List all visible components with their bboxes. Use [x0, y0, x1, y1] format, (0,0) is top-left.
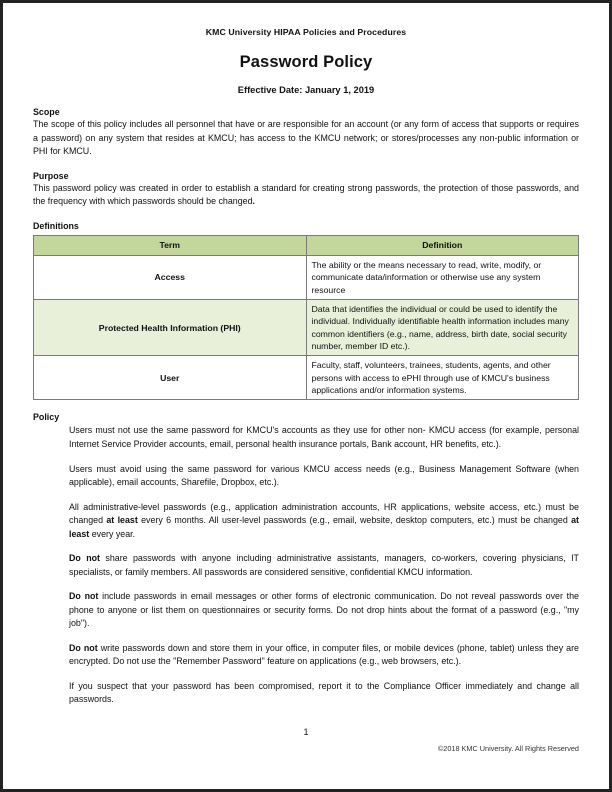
table-cell-definition: Data that identifies the individual or could be used to identify the individual. Individually identifiable health information includes many common identifiers (e.g., name, address, birth date, social security number, member ID etc.). [306, 300, 579, 356]
policy-heading: Policy [33, 412, 60, 423]
purpose-heading: Purpose [33, 170, 69, 181]
definitions-section [33, 221, 579, 401]
policy-paragraph [69, 642, 579, 669]
definitions-table [33, 235, 579, 401]
scope-heading: Scope [33, 107, 60, 117]
policy-text-run: If you suspect that your password has been compromised, report it to the Compliance Officer immediately and change all passwords. [69, 680, 579, 705]
policy-paragraph [69, 590, 579, 631]
purpose-section [33, 171, 579, 209]
policy-section [33, 412, 579, 707]
column-header-definition: Definition [306, 235, 579, 255]
scope-text: The scope of this policy includes all personnel that have or are responsible for an account (or any form of access that supports or requires a password) on any system that resides at KMCU; has access to the KMCU network; or stores/processes any non-public information or PHI for KMCU. [33, 119, 579, 157]
scope-section [33, 107, 579, 159]
definitions-table-body [34, 256, 579, 400]
policy-lead-emphasis: Do not [69, 642, 98, 653]
policy-emphasis: at least [69, 515, 579, 539]
policy-paragraphs [69, 424, 579, 707]
policy-lead-emphasis: Do not [69, 591, 99, 602]
policy-lead-emphasis: Do not [69, 553, 101, 564]
policy-emphasis: at least [106, 515, 138, 526]
policy-text-run: every 6 months. All user-level passwords (e.g., email, website, desktop computers, etc.) must be changed [137, 515, 572, 526]
policy-paragraph [69, 501, 579, 542]
policy-text-run: write passwords down and store them in your office, in computer files, or mobile devices (phone, tablet) unless they are encrypted. Do not use the "Remember Password" feature on applications (e.g., web browsers, etc.). [69, 642, 579, 667]
page-title: Password Policy [239, 53, 373, 71]
effective-date: Effective Date: January 1, 2019 [237, 85, 375, 95]
table-cell-term: Protected Health Information (PHI) [34, 300, 307, 356]
column-header-term: Term [34, 235, 307, 255]
policy-paragraph [69, 424, 579, 451]
table-cell-definition: Faculty, staff, volunteers, trainees, students, agents, and other persons with access to ePHI through use of KMCU's business applications and/or information systems. [306, 356, 579, 400]
policy-paragraph [69, 463, 579, 490]
running-header: KMC University HIPAA Policies and Procedures [205, 27, 407, 37]
copyright-notice: ©2018 KMC University. All Rights Reserved [437, 744, 579, 753]
table-row [34, 300, 579, 356]
definitions-heading: Definitions [33, 220, 79, 231]
definitions-table-head [34, 235, 579, 255]
purpose-text [33, 182, 579, 209]
table-cell-definition: The ability or the means necessary to read, write, modify, or communicate data/information or otherwise use any system resource [306, 256, 579, 300]
policy-text-run: include passwords in email messages or other forms of electronic communication. Do not reveal passwords over the phone to anyone or list them on questionnaires or security forms. Do not drop hints about the format of a password (e.g., "my job"). [69, 591, 579, 629]
policy-text-run: All administrative-level passwords (e.g., application administration accounts, HR applications, website access, etc.) must be changed [69, 501, 579, 526]
page-number: 1 [303, 727, 309, 737]
policy-text-run: Users must not use the same password for KMCU's accounts as they use for other non- KMCU access (for example, personal Internet Service Provider accounts, email, personal health insurance portals, Bank account, HR benefits, etc.). [69, 425, 579, 449]
table-header-row [34, 235, 579, 255]
policy-paragraph [69, 680, 579, 707]
policy-text-run: share passwords with anyone including administrative assistants, managers, co-workers, covering physicians, IT specialists, or family members. All passwords are considered sensitive, confidential KMCU information. [69, 553, 579, 577]
purpose-text-main: This password policy was created in order to establish a standard for creating strong passwords, the protection of those passwords, and the frequency with which passwords should be changed [33, 182, 579, 207]
policy-paragraph [69, 552, 579, 579]
purpose-text-period: . [252, 196, 256, 207]
table-cell-term: User [34, 356, 307, 400]
policy-text-run: Users must avoid using the same password for various KMCU access needs (e.g., Business Management Software (when applicable), email accounts, Sharefile, Dropbox, etc.). [69, 463, 579, 488]
table-row [34, 256, 579, 300]
policy-text-run: every year. [89, 528, 136, 539]
table-row [34, 356, 579, 400]
table-cell-term: Access [34, 256, 307, 300]
